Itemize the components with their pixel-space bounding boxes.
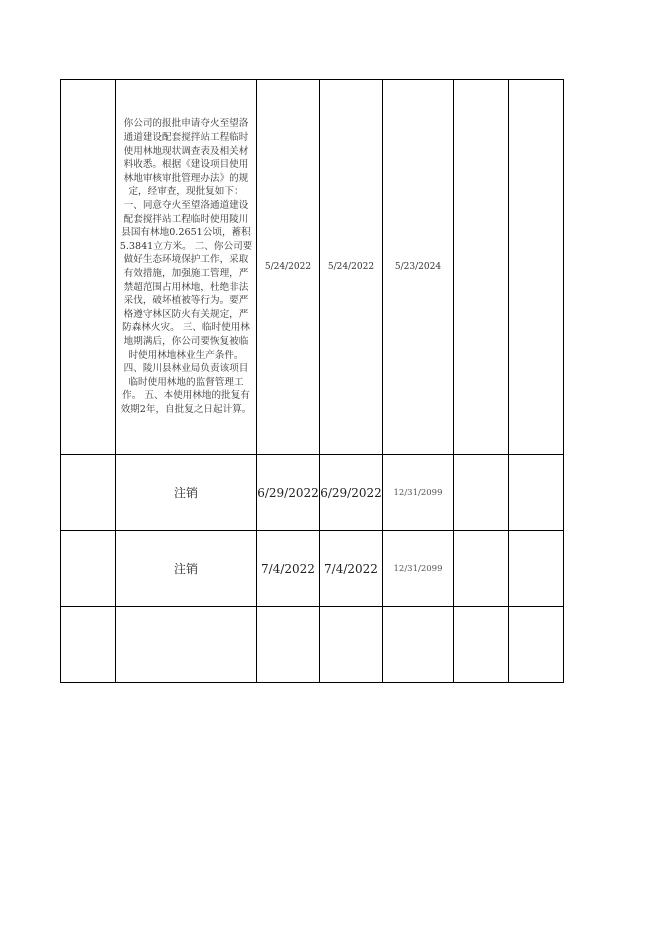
table-cell-date-b[interactable] bbox=[320, 80, 383, 455]
table-cell-date-a[interactable] bbox=[257, 607, 320, 683]
status-text: 注销 bbox=[173, 562, 198, 576]
table-row bbox=[61, 607, 564, 683]
table-row bbox=[61, 80, 564, 455]
table-row bbox=[61, 531, 564, 607]
table-cell-date-c[interactable] bbox=[383, 531, 454, 607]
date-b: 7/4/2022 bbox=[324, 561, 378, 576]
table-cell-empty[interactable] bbox=[454, 80, 509, 455]
table-cell-approval-text[interactable] bbox=[116, 80, 257, 455]
table-cell-empty[interactable] bbox=[454, 607, 509, 683]
table-cell-empty[interactable] bbox=[454, 455, 509, 531]
table-cell-date-a[interactable] bbox=[257, 531, 320, 607]
table-cell-status[interactable] bbox=[116, 607, 257, 683]
table-cell-empty[interactable] bbox=[61, 455, 116, 531]
date-a: 7/4/2022 bbox=[261, 561, 315, 576]
date-b: 5/24/2022 bbox=[327, 262, 375, 272]
date-a: 5/24/2022 bbox=[264, 262, 312, 272]
date-c: 12/31/2099 bbox=[393, 563, 443, 574]
table-cell-empty[interactable] bbox=[454, 531, 509, 607]
table-cell-date-a[interactable] bbox=[257, 455, 320, 531]
table-cell-empty[interactable] bbox=[509, 455, 564, 531]
table-cell-empty[interactable] bbox=[61, 607, 116, 683]
table-cell-date-c[interactable] bbox=[383, 455, 454, 531]
table-cell-date-c[interactable] bbox=[383, 80, 454, 455]
table-cell-date-b[interactable] bbox=[320, 455, 383, 531]
table-cell-date-c[interactable] bbox=[383, 607, 454, 683]
table-cell-status[interactable] bbox=[116, 531, 257, 607]
date-c: 12/31/2099 bbox=[393, 487, 443, 498]
approval-text: 你公司的报批申请夺火至望洛通道建设配套搅拌站工程临时使用林地现状调查表及相关材料收悉。根据《建设项目使用林地审核审批管理办法》的规定，经审查，现批复如下： 一、同意夺火至望洛通道建设配套搅拌站工程临时使用陵川县国有林地0.2651公顷，蓄积5.3841立方米。 二、你公司要做好生态环境保护工作，采取有效措施，加强施工管理，严禁超范围占用林地，杜绝非法采伐，破坏植被等行为。要严格遵守林区防火有关规定，严防森林火灾。 三、临时使用林地期满后，你公司要恢复被临时使用林地林业生产条件。 四、陵川县林业局负责该项目临时使用林地的监督管理工作。 五、本使用林地的批复有效期2年，自批复之日起计算。 bbox=[119, 118, 253, 415]
table-cell-date-b[interactable] bbox=[320, 607, 383, 683]
spreadsheet-table bbox=[60, 79, 564, 683]
table-cell-empty[interactable] bbox=[509, 531, 564, 607]
table-cell-empty[interactable] bbox=[61, 80, 116, 455]
status-text: 注销 bbox=[173, 486, 198, 500]
table-cell-date-a[interactable] bbox=[257, 80, 320, 455]
date-c: 5/23/2024 bbox=[394, 262, 442, 272]
table-row bbox=[61, 455, 564, 531]
date-a: 6/29/2022 bbox=[257, 485, 319, 500]
table-cell-empty[interactable] bbox=[509, 607, 564, 683]
table-cell-empty[interactable] bbox=[61, 531, 116, 607]
table-cell-status[interactable] bbox=[116, 455, 257, 531]
table-cell-date-b[interactable] bbox=[320, 531, 383, 607]
date-b: 6/29/2022 bbox=[320, 485, 382, 500]
table-cell-empty[interactable] bbox=[509, 80, 564, 455]
